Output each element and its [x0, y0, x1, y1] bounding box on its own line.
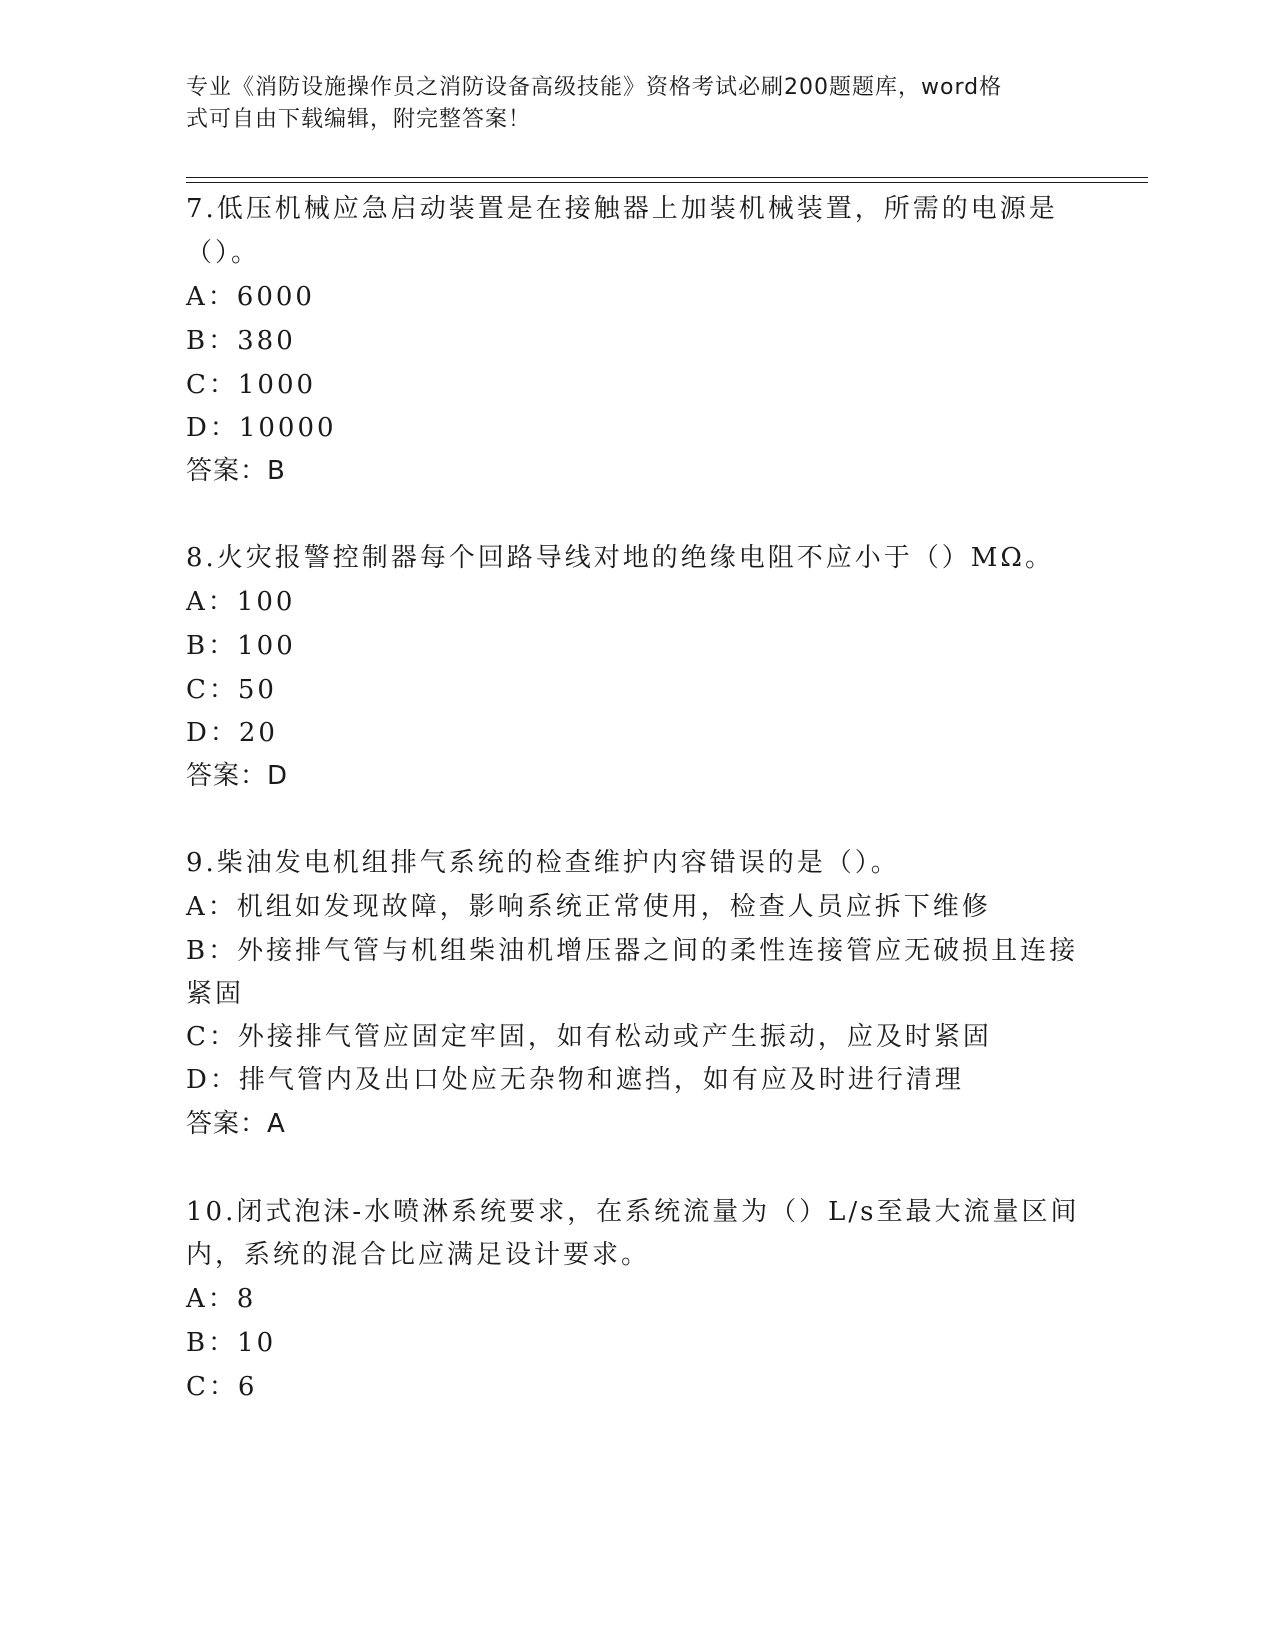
question-9-stem-line-1: 9.柴油发电机组排气系统的检查维护内容错误的是（）。 [186, 848, 900, 878]
question-7-option-a: A：6000 [186, 282, 315, 312]
question-9-option-b: B：外接排气管与机组柴油机增压器之间的柔性连接管应无破损且连接 [186, 936, 1079, 966]
question-8-option-d: D：20 [186, 718, 278, 748]
header-line-2: 式可自由下载编辑，附完整答案！ [186, 107, 532, 132]
question-9-option-a: A：机组如发现故障，影响系统正常使用，检查人员应拆下维修 [186, 892, 991, 922]
question-9-option-b-continued: 紧固 [186, 979, 245, 1009]
question-9-option-d: D：排气管内及出口处应无杂物和遮挡，如有应及时进行清理 [186, 1065, 964, 1095]
question-10-option-c: C：6 [186, 1372, 258, 1402]
question-10-option-b: B：10 [186, 1328, 277, 1358]
question-7-option-c: C：1000 [186, 370, 317, 400]
question-8-option-c: C：50 [186, 675, 277, 705]
document-header [186, 72, 1086, 136]
header-line-1: 专业《消防设施操作员之消防设备高级技能》资格考试必刷200题题库，word格 [186, 75, 1003, 100]
question-7-option-b: B：380 [186, 326, 296, 356]
header-divider-bottom [186, 182, 1148, 183]
question-10-stem-line-1: 10.闭式泡沫-水喷淋系统要求，在系统流量为（）L/s至最大流量区间 [186, 1197, 1080, 1227]
question-8-option-a: A：100 [186, 587, 296, 617]
question-8-option-b: B：100 [186, 631, 296, 661]
question-8-answer: 答案：D [186, 761, 289, 791]
question-10-stem-line-2: 内，系统的混合比应满足设计要求。 [186, 1240, 651, 1270]
header-divider-top [186, 177, 1148, 178]
question-7-answer: 答案：B [186, 456, 286, 486]
question-7-stem-line-1: 7.低压机械应急启动装置是在接触器上加装机械装置，所需的电源是 [186, 194, 1058, 224]
question-8-stem-line-1: 8.火灾报警控制器每个回路导线对地的绝缘电阻不应小于（）MΩ。 [186, 543, 1054, 573]
question-10-option-a: A：8 [186, 1284, 257, 1314]
question-7-stem-line-2: （）。 [186, 238, 261, 268]
question-9-option-c: C：外接排气管应固定牢固，如有松动或产生振动，应及时紧固 [186, 1022, 992, 1052]
question-7-option-d: D：10000 [186, 413, 337, 443]
question-9-answer: 答案：A [186, 1109, 286, 1139]
